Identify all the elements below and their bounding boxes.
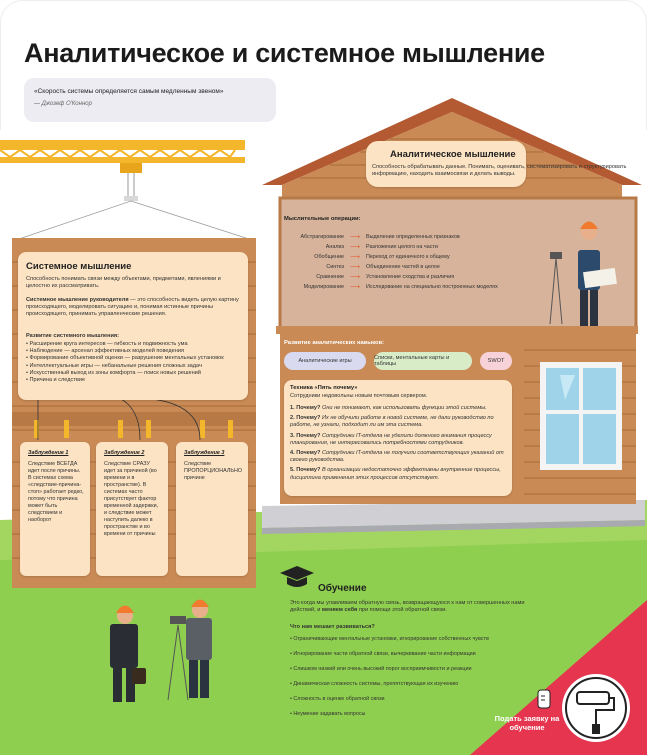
misconception-text: Следствие ВСЕГДА идет после причины. В системах схема «следствие-причина-стоп» работает редко, потому что причина может быть следствием и наоборот bbox=[28, 461, 84, 523]
system-description: Способность понимать связи между объектами, предметами, явлениями и целостно их рассматривать. bbox=[26, 276, 221, 290]
quote-author: — Джозеф О'Коннор bbox=[34, 101, 92, 107]
operations-list bbox=[284, 232, 544, 292]
why-item: 1. Почему? Они не понимают, как использовать функции этой системы. bbox=[290, 405, 487, 411]
why-item: 5. Почему? В организации недостаточно эффективны внутренние процессы, дисциплина применения этих процессов отсутствует. bbox=[290, 467, 501, 481]
list-item: • Формирование объективной оценки — разрушение ментальных установок bbox=[26, 355, 224, 362]
list-item: • Наблюдение — арсенал эффективных моделей поведения bbox=[26, 348, 185, 355]
analytic-description: Способность обрабатывать данные. Понимать, оценивать, систематизировать и структурировать информацию, находить взаимосвязи и делать выводы. bbox=[372, 164, 627, 178]
arrow-right-icon: ⟶ bbox=[350, 274, 361, 281]
list-item: • Неумение задавать вопросы bbox=[290, 711, 366, 717]
arrow-right-icon: ⟶ bbox=[350, 284, 361, 291]
why-item: 3. Почему? Сотрудники IT-отдела не уделили должного внимания процессу планирования, не интересовались потребностями сотрудников. bbox=[290, 432, 492, 446]
misconception-title: Заблуждение 3 bbox=[184, 450, 225, 456]
misconception-title: Заблуждение 2 bbox=[104, 450, 145, 456]
page-title: Аналитическое и системное мышление bbox=[24, 38, 545, 68]
misconception-card-2 bbox=[96, 442, 168, 576]
operation-desc: Объединение частей в целое bbox=[366, 264, 440, 270]
chip-analytic-games: Аналитические игры bbox=[284, 352, 366, 370]
misconception-card-3 bbox=[176, 442, 248, 576]
operation-row bbox=[284, 232, 544, 242]
list-item: • Игнорирование части обратной связи, вычеркивание части информации bbox=[290, 651, 476, 657]
operation-row bbox=[284, 262, 544, 272]
five-whys-title: Техника «Пять почему» bbox=[290, 385, 358, 391]
misconception-card-1 bbox=[20, 442, 90, 576]
operation-desc: Выделение определенных признаков bbox=[366, 234, 460, 240]
misconception-text: Следствие ПРОПОРЦИОНАЛЬНО причине bbox=[184, 461, 243, 481]
five-whys-list bbox=[290, 405, 504, 482]
misconception-title: Заблуждение 1 bbox=[28, 450, 69, 456]
list-item: • Интеллектуальные игры — небанальные решения сложных задач bbox=[26, 362, 202, 369]
system-leader-text: Системное мышление руководителя — это способность видеть целую картину происходящего, моделировать ситуацию и, понимая истинные причины происходящего, принимать управленческие решения. bbox=[26, 297, 239, 318]
chip-swot: SWOT bbox=[480, 352, 512, 370]
operation-desc: Переход от единичного к общему bbox=[366, 254, 450, 260]
arrow-right-icon: ⟶ bbox=[350, 254, 361, 261]
operation-name: Моделирование bbox=[303, 284, 344, 290]
learning-title: Обучение bbox=[318, 583, 367, 594]
operations-title: Мыслительные операции: bbox=[284, 216, 361, 222]
operation-name: Синтез bbox=[326, 264, 344, 270]
operation-row bbox=[284, 252, 544, 262]
quote-card bbox=[24, 78, 276, 122]
operation-desc: Разложение целого на части bbox=[366, 244, 438, 250]
operation-name: Сравнение bbox=[316, 274, 344, 280]
list-item: • Ограничивающие ментальные установки, игнорирование собственных чувств bbox=[290, 636, 489, 642]
analytic-title: Аналитическое мышление bbox=[390, 149, 516, 160]
why-item: 2. Почему? Их не обучили работе в новой системе, не дали руководство по работе, не узнали, подходит ли им эта система. bbox=[290, 415, 494, 429]
list-item: • Динамическая сложность системы, препятствующая их изучению bbox=[290, 681, 459, 687]
system-dev-list bbox=[26, 341, 244, 384]
why-item: 4. Почему? Сотрудники IT-отдела не получили соответствующих указаний от своего руководства. bbox=[290, 450, 504, 464]
arrow-right-icon: ⟶ bbox=[350, 244, 361, 251]
arrow-right-icon: ⟶ bbox=[350, 234, 361, 241]
arrow-right-icon: ⟶ bbox=[350, 264, 361, 271]
operation-row bbox=[284, 282, 544, 292]
analytic-dev-title: Развитие аналитических навыков: bbox=[284, 340, 385, 346]
system-title: Системное мышление bbox=[26, 261, 132, 272]
operation-row bbox=[284, 242, 544, 252]
paint-roller-icon bbox=[562, 674, 630, 742]
five-whys-subtitle: Сотрудники недовольны новым почтовым сервером. bbox=[290, 393, 428, 399]
operation-desc: Исследование на специально построенных моделях bbox=[366, 284, 498, 290]
operation-name: Анализ bbox=[325, 244, 344, 250]
quote-text: «Скорость системы определяется самым медленным звеном» bbox=[34, 88, 224, 95]
system-dev-title: Развитие системного мышления: bbox=[26, 333, 120, 339]
list-item: • Искусственный выход из зоны комфорта — поиск новых решений bbox=[26, 369, 201, 376]
chip-mind-maps: Списки, ментальные карты и таблицы bbox=[374, 352, 472, 370]
operation-desc: Установление сходства и различия bbox=[366, 274, 455, 280]
list-item: • Сложность в оценке обратной связи bbox=[290, 696, 385, 702]
obstacles-title: Что нам мешает развиваться? bbox=[290, 624, 375, 630]
list-item: • Слишком низкий или очень высокий порог восприимчивости и реакции bbox=[290, 666, 472, 672]
misconception-text: Следствие СРАЗУ идет за причиной (во времени и в пространстве). В системах часто присутствует фактор временной задержки, и следствие может наступить далеко в пространстве и во времени от причины bbox=[104, 461, 159, 537]
house-window bbox=[540, 362, 622, 470]
apply-for-training-link[interactable]: Подать заявку на обучение bbox=[494, 714, 560, 732]
operation-name: Абстрагирование bbox=[300, 234, 344, 240]
obstacles-list bbox=[290, 636, 540, 726]
operation-row bbox=[284, 272, 544, 282]
learning-description: Это когда мы улавливаем обратную связь, возвращающуюся к нам от совершенных нами действий, и меняем себя при помощи этой обратной связи. bbox=[290, 600, 525, 614]
operation-name: Обобщение bbox=[314, 254, 344, 260]
list-item: • Расширение круга интересов — гибкость и подвижность ума bbox=[26, 341, 188, 347]
list-item: • Причина и следствие bbox=[26, 377, 86, 384]
